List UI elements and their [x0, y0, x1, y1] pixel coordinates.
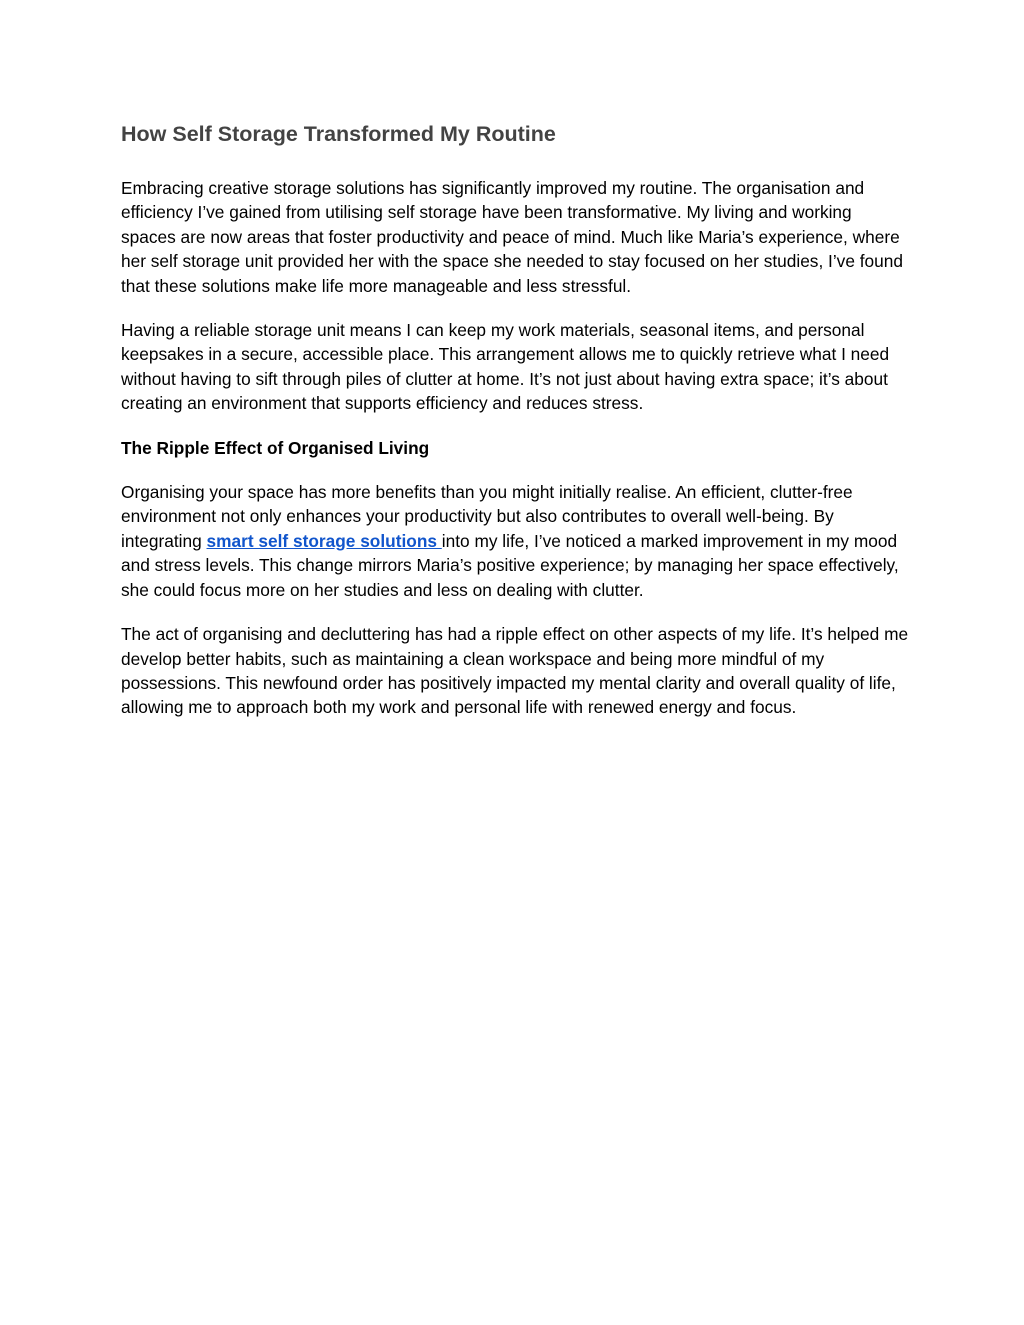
- paragraph-intro: Embracing creative storage solutions has significantly improved my routine. The organisation and efficiency I’ve gained from utilising self storage have been transformative. My living and working spaces are now areas that foster productivity and peace of mind. Much like Maria’s experience, where her self storage unit provided her with the space she needed to stay focused on her studies, I’ve found that these solutions make life more manageable and less stressful.: [121, 178, 903, 296]
- paragraph-ripple-effect: [121, 480, 911, 602]
- paragraph-storage-unit: Having a reliable storage unit means I can keep my work materials, seasonal items, and personal keepsakes in a secure, accessible place. This arrangement allows me to quickly retrieve what I need without having to sift through piles of clutter at home. It’s not just about having extra space; it’s about creating an environment that supports efficiency and reduces stress.: [121, 320, 890, 414]
- smart-self-storage-link[interactable]: smart self storage solutions: [206, 530, 442, 551]
- section-heading: The Ripple Effect of Organised Living: [121, 437, 430, 458]
- page-title: How Self Storage Transformed My Routine: [121, 122, 556, 146]
- paragraph-text-after-link: into my life, I’ve noticed a marked improvement in my mood and stress levels. This change mirrors Maria’s positive experience; by managing her space effectively, she could focus more on her studies and less on dealing with clutter.: [121, 530, 899, 600]
- paragraph-text-before-link: Organising your space has more benefits than you might initially realise. An efficient, clutter-free environment not only enhances your productivity but also contributes to overall well-being. By integrating: [121, 482, 853, 551]
- paragraph-decluttering: The act of organising and decluttering has had a ripple effect on other aspects of my life. It’s helped me develop better habits, such as maintaining a clean workspace and being more mindful of my possessions. This newfound order has positively impacted my mental clarity and overall quality of life, allowing me to approach both my work and personal life with renewed energy and focus.: [121, 624, 909, 718]
- document-content: [121, 118, 911, 740]
